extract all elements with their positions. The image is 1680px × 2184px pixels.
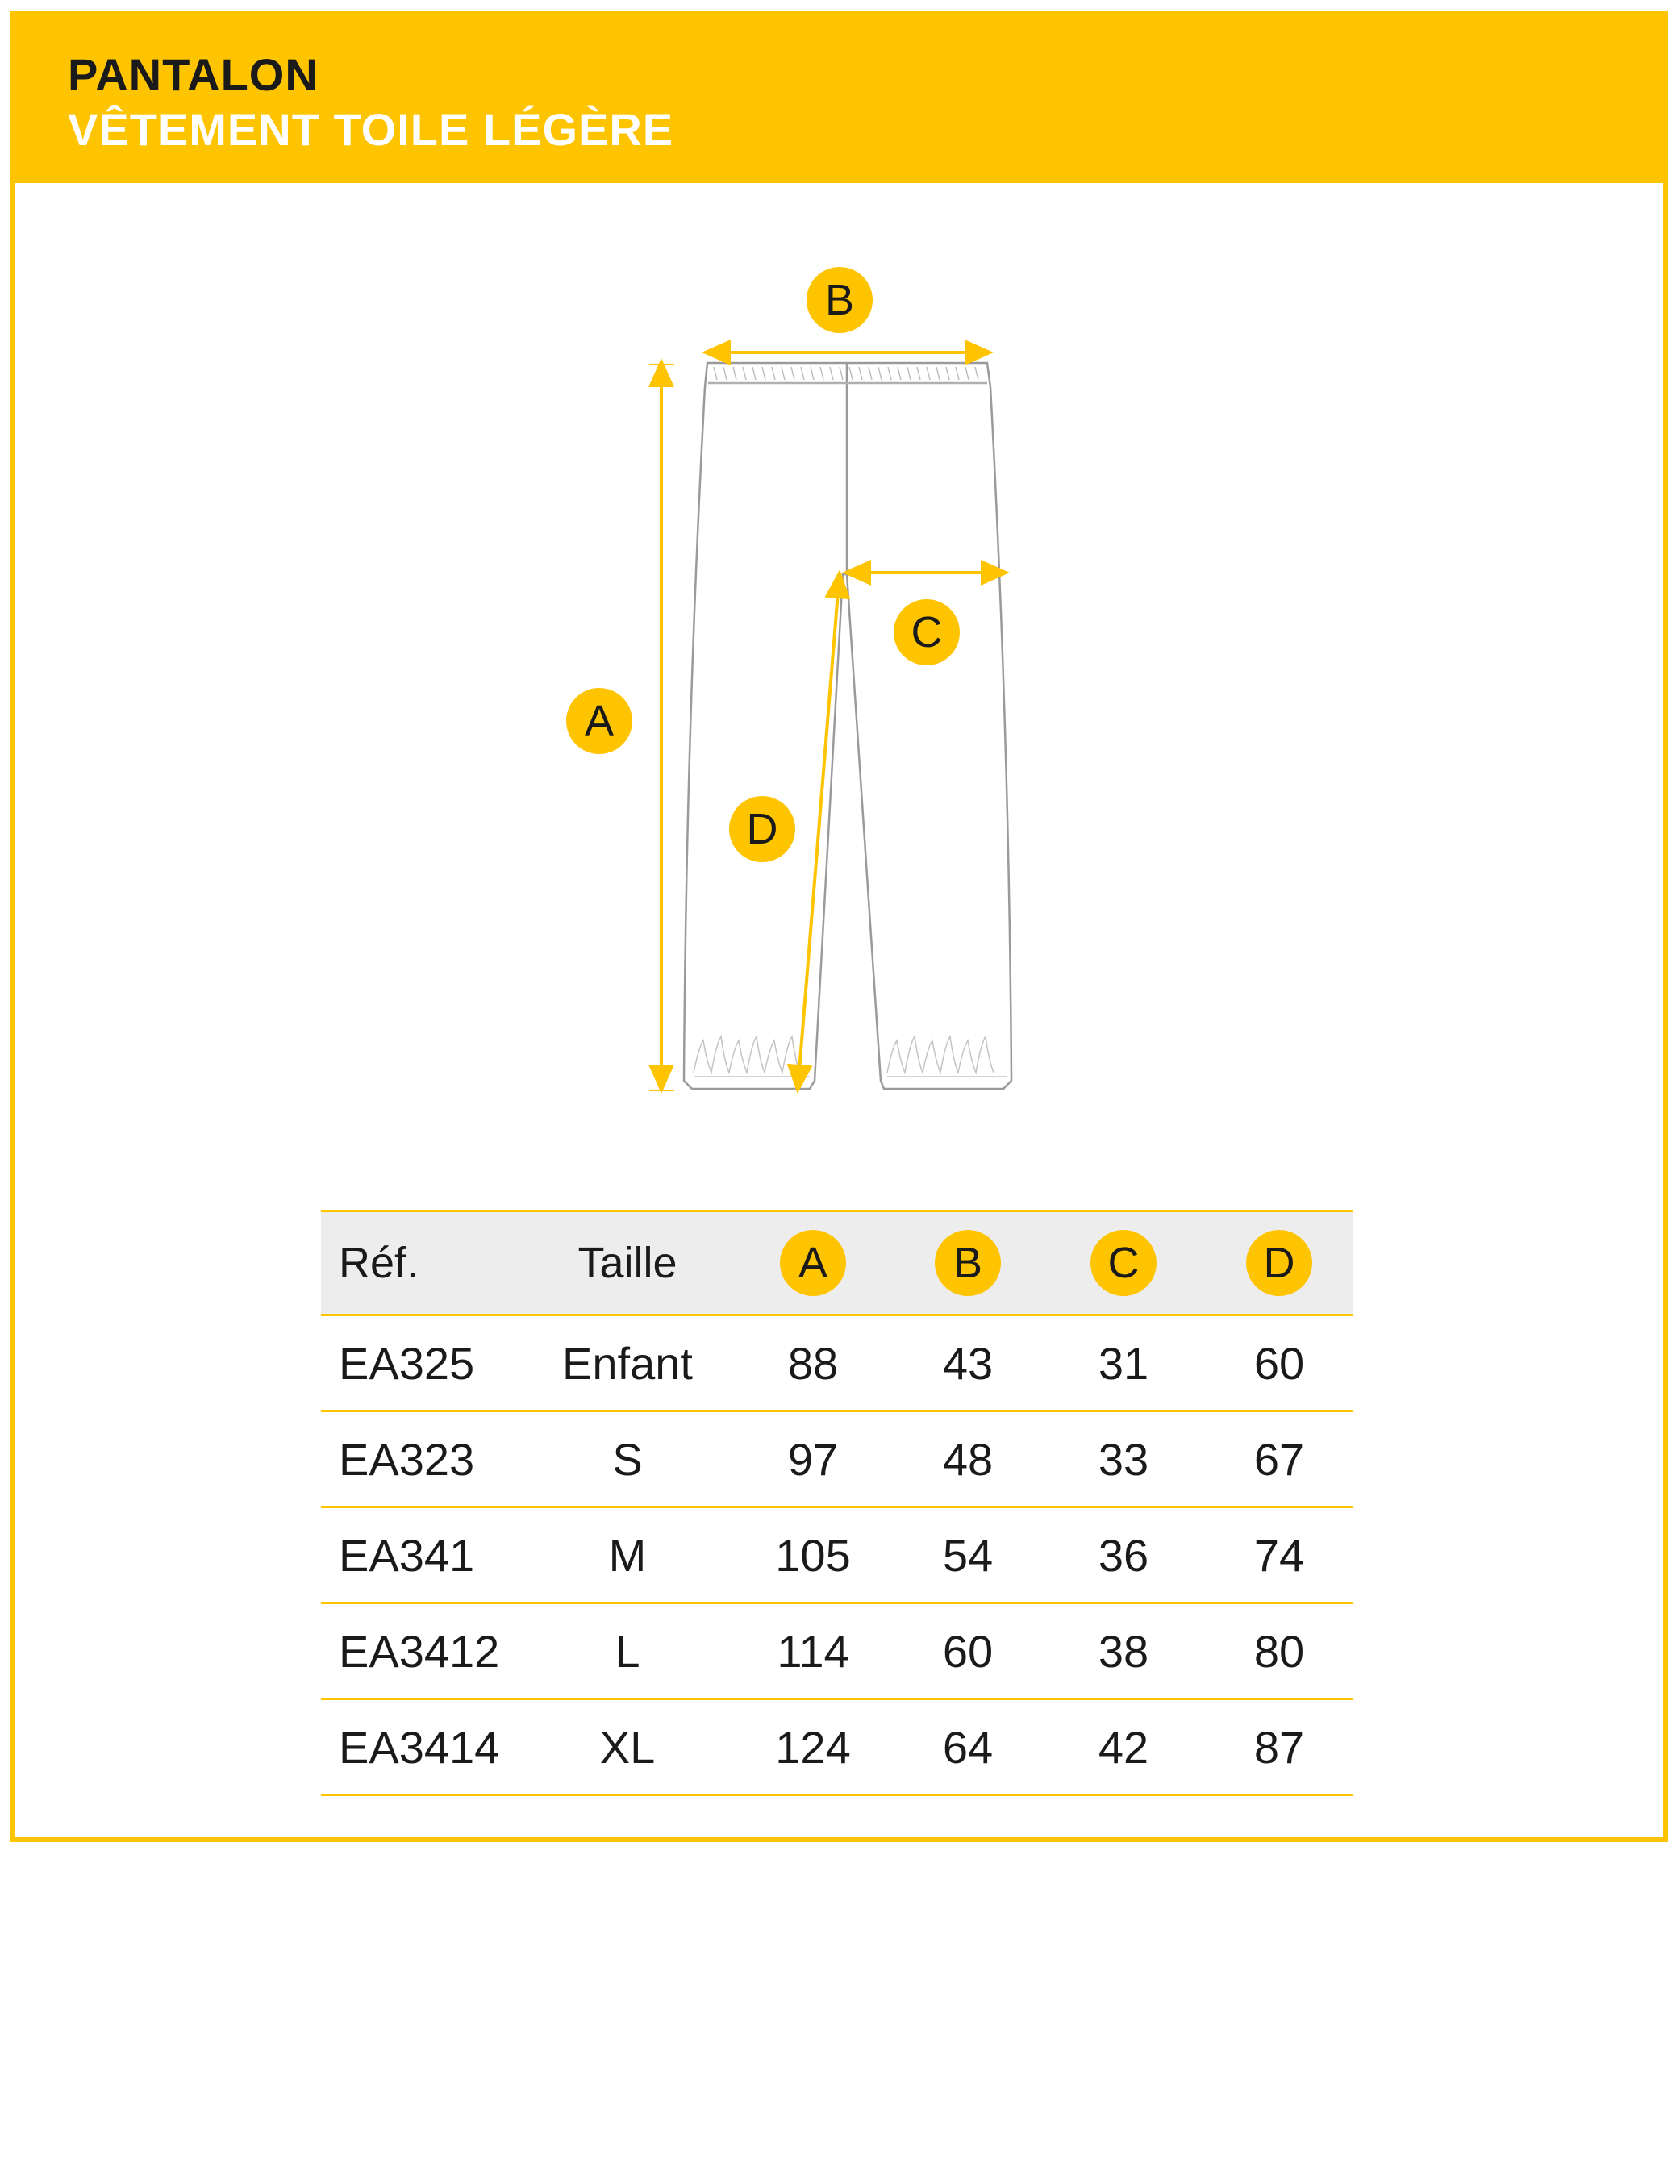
cell-c: 31 <box>1098 1337 1149 1389</box>
cell-a: 105 <box>775 1529 851 1581</box>
cuff-gathers <box>694 1036 1007 1077</box>
cell-taille: S <box>612 1433 643 1485</box>
header-taille: Taille <box>577 1239 677 1287</box>
header-c: C <box>1090 1230 1157 1296</box>
cell-taille: L <box>615 1625 640 1677</box>
badge-a: A <box>566 688 632 754</box>
table-row <box>321 1700 1353 1796</box>
badge-b: B <box>807 267 873 333</box>
cell-a: 97 <box>787 1433 839 1485</box>
cell-d: 74 <box>1253 1529 1305 1581</box>
cell-b: 64 <box>942 1721 994 1773</box>
header-a: A <box>780 1230 846 1296</box>
page-subtitle: VÊTEMENT TOILE LÉGÈRE <box>68 104 674 155</box>
cell-ref: EA323 <box>339 1433 475 1485</box>
cell-b: 43 <box>942 1337 994 1389</box>
header-d: D <box>1246 1230 1312 1296</box>
cell-c: 38 <box>1098 1625 1149 1677</box>
cell-taille: Enfant <box>562 1337 693 1389</box>
cell-c: 33 <box>1098 1433 1149 1485</box>
badge-c: C <box>894 599 960 665</box>
cell-a: 114 <box>777 1625 849 1677</box>
cell-c: 42 <box>1098 1721 1149 1773</box>
cell-taille: XL <box>599 1721 656 1773</box>
table-row <box>321 1316 1353 1412</box>
cell-ref: EA3414 <box>339 1721 500 1773</box>
cell-taille: M <box>608 1529 647 1581</box>
cell-d: 67 <box>1253 1433 1305 1485</box>
cell-ref: EA325 <box>339 1337 475 1389</box>
header-b: B <box>935 1230 1001 1296</box>
pants-outline <box>684 363 1011 1089</box>
page-title: PANTALON <box>68 49 319 100</box>
cell-d: 60 <box>1253 1337 1305 1389</box>
cell-ref: EA3412 <box>339 1625 500 1677</box>
cell-d: 87 <box>1253 1721 1305 1773</box>
cell-ref: EA341 <box>339 1529 475 1581</box>
cell-a: 124 <box>775 1721 851 1773</box>
table-row <box>321 1508 1353 1604</box>
header-ref: Réf. <box>339 1239 419 1287</box>
table-header <box>321 1210 1353 1316</box>
badge-d: D <box>729 796 795 862</box>
table-row <box>321 1412 1353 1508</box>
cell-b: 48 <box>942 1433 994 1485</box>
cell-b: 60 <box>942 1625 994 1677</box>
table-row <box>321 1604 1353 1700</box>
cell-c: 36 <box>1098 1529 1149 1581</box>
cell-a: 88 <box>787 1337 839 1389</box>
cell-d: 80 <box>1253 1625 1305 1677</box>
cell-b: 54 <box>942 1529 994 1581</box>
size-table <box>321 1210 1353 1796</box>
